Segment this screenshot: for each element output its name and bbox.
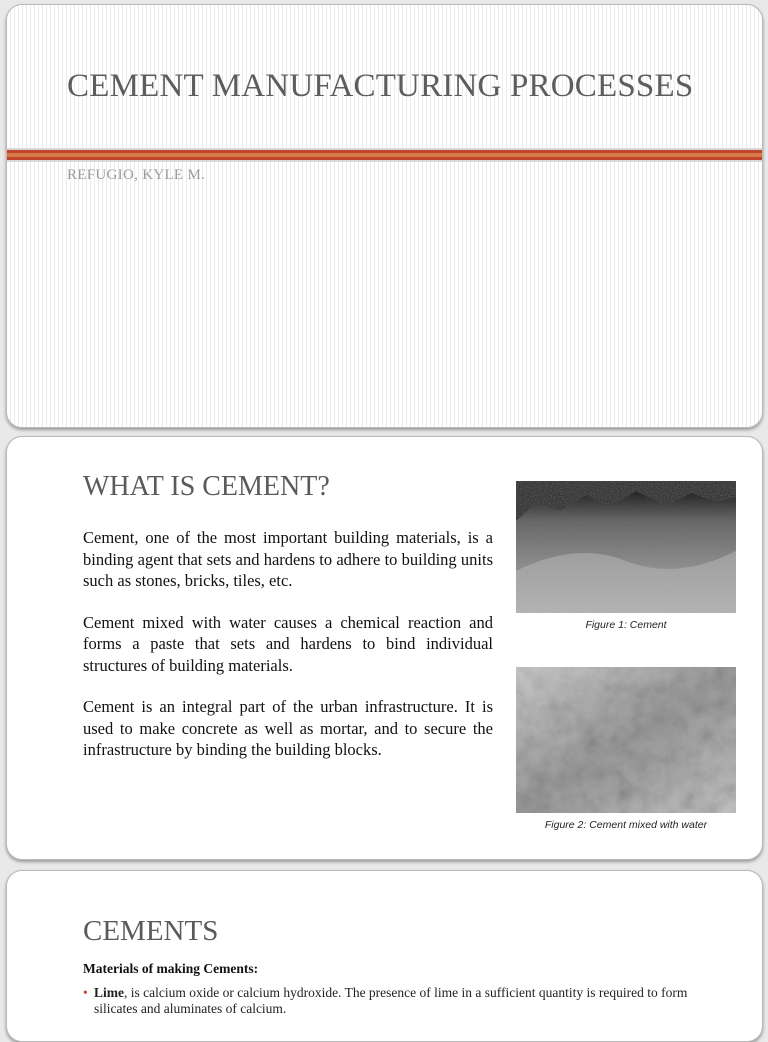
- wet-cement-photo: [516, 667, 736, 813]
- bullet-term: Lime: [94, 985, 124, 1000]
- slide-subheading: Materials of making Cements:: [83, 961, 259, 976]
- author-name: REFUGIO, KYLE M.: [67, 167, 206, 183]
- paragraph: Cement mixed with water causes a chemical reaction and forms a paste that sets and hardens to bind individual structures of building materials.: [83, 612, 493, 675]
- figure-cement: [516, 481, 736, 631]
- presentation-title: CEMENT MANUFACTURING PROCESSES: [67, 68, 694, 104]
- slide-heading: CEMENTS: [83, 915, 219, 947]
- figure-caption: Figure 2: Cement mixed with water: [544, 819, 708, 831]
- cements-slide: [6, 870, 763, 1042]
- slide-body: [83, 527, 493, 781]
- accent-stripe: [7, 148, 762, 162]
- title-slide: [6, 4, 763, 428]
- figure-cement-water: [516, 667, 736, 831]
- list-item: [83, 985, 734, 1017]
- bullet-icon: •: [83, 985, 88, 1000]
- cement-powder-photo: [516, 481, 736, 613]
- bullet-text: , is calcium oxide or calcium hydroxide. The presence of lime in a sufficient quantity is required to form silicates and aluminates of calcium.: [94, 985, 688, 1016]
- what-is-cement-slide: [6, 436, 763, 860]
- paragraph: Cement is an integral part of the urban infrastructure. It is used to make concrete as well as mortar, and to secure the infrastructure by binding the building blocks.: [83, 697, 493, 759]
- slide-heading: WHAT IS CEMENT?: [83, 471, 330, 502]
- paragraph: Cement, one of the most important building materials, is a binding agent that sets and hardens to adhere to building units such as stones, bricks, tiles, etc.: [83, 528, 493, 590]
- figure-caption: Figure 1: Cement: [585, 619, 667, 631]
